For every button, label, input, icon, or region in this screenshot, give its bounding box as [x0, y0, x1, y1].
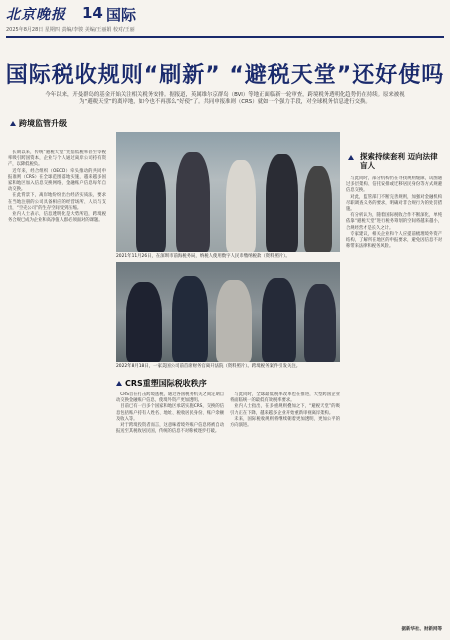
paragraph: 长期以来，传统“避税天堂”凭借低税率甚至零税率吸引跨国资本，企业与个人通过离岸公司持有资产，以降低税负。	[8, 150, 106, 168]
middle-column-2	[230, 392, 340, 628]
section-name: 国际	[106, 6, 137, 24]
paragraph: 专家建议，相关企业和个人应提前梳理境外资产结构，了解所在地区的申报要求，避免因信息不对称带来法律和税务风险。	[346, 231, 442, 250]
triangle-icon	[116, 379, 122, 388]
photo-tax-office	[116, 132, 340, 252]
right-column	[346, 176, 442, 628]
newspaper-logo: 北京晚报	[6, 7, 66, 23]
left-section-title: 跨境监管升级	[10, 118, 67, 129]
paragraph: 业内人士表示，信息透明化是大势所趋，跨境税务合规已成为企业和高净值人群必须面对的课题。	[8, 212, 106, 224]
middle-column-1	[116, 392, 224, 628]
paragraph: 对此，监管部门不断完善规则，加强对金融机构尽职调查义务的要求，明确对非合规行为的处罚措施。	[346, 194, 442, 213]
paragraph: 目前已有一百多个国家和地区承诺实施CRS，交换的信息包括账户持有人姓名、地址、税收居民身份、账户余额及收入等。	[116, 404, 224, 422]
masthead	[6, 4, 444, 33]
headline: 国际税收规则“刷新” “避税天堂”还好使吗	[5, 63, 445, 88]
paragraph: 对于跨境投资者而言，这意味着境外账户信息将被自动报送至其税收居民国，传统的信息不对称被逐步打破。	[116, 423, 224, 435]
paragraph: 有分析认为，随着国际税收合作不断深化，单纯依靠“避税天堂”进行税务筹划的空间将越来越小，合规经营才是长久之计。	[346, 213, 442, 231]
paragraph: 与此同时，部分机构仍在寻找规则缝隙，试图通过多层架构、信托安排或迁移居民身份等方式规避信息交换。	[346, 176, 442, 194]
paragraph: 与此同时，全球最低税率改革也在推进，大型跨国企业将面临统一的最低有效税率要求。	[230, 392, 340, 404]
triangle-icon	[10, 119, 16, 128]
photo-caption-1: 2021年11月26日，在深圳市前海税务局，纳税人使用数字人民币缴纳税款（资料照片）。	[116, 254, 290, 259]
paragraph: 业内人士指出，在多重规则叠加之下，“避税天堂”的吸引力正在下降，越来越多企业开始重新审视离岸架构。	[230, 404, 340, 416]
paragraph: 未来，国际税收规则将继续朝着更加透明、更加公平的方向演进。	[230, 416, 340, 429]
left-column	[8, 150, 106, 628]
paragraph: 近年来，经合组织（OECD）牵头推动的共同申报准则（CRS）在全球范围落地实施，越来越多国家和地区加入信息交换网络，金融账户信息每年自动交换。	[8, 168, 106, 193]
paragraph: CRS旨在打击跨境逃税，通过各国税务机关之间定期自动交换金融账户信息，使境外资产更加透明。	[116, 392, 224, 404]
paragraph: 在此背景下，离岸地纷纷出台经济实质法，要求在当地注册的公司具备相应的经营场所、人员与支出，“空壳公司”的生存空间受到压缩。	[8, 193, 106, 211]
photo-court-exit	[116, 262, 340, 362]
page-number: 14	[82, 4, 103, 22]
middle-section-title: CRS重塑国际税收秩序	[116, 378, 207, 389]
source-credit: 据新华社、财新网等	[401, 627, 442, 632]
edition-meta: 2025年8月28日 星期四 责编/李骏 美编/王丽娟 校对/王丽	[6, 27, 135, 33]
triangle-icon	[348, 153, 354, 162]
photo-caption-2: 2022年8月18日，一家美国公司前首席财务官离开法院（资料照片）。跨境税务案件引发关注。	[116, 364, 301, 369]
right-section-title: 探索持续套利 迈向法律盲人	[360, 152, 444, 170]
masthead-rule	[6, 36, 444, 38]
lead-paragraph: 今年以来，开曼群岛的基金开始关注相关税务安排。据报道，英属维尔京群岛（BVI）等地正面临新一轮审查，跨境税务透明化趋势仍在持续。原来被视为“避税天堂”的离岸地，如今也不再那么“好使”了。共同申报准则（CRS）就如一个强力手段，对全球税务信息进行交换。	[45, 92, 405, 105]
